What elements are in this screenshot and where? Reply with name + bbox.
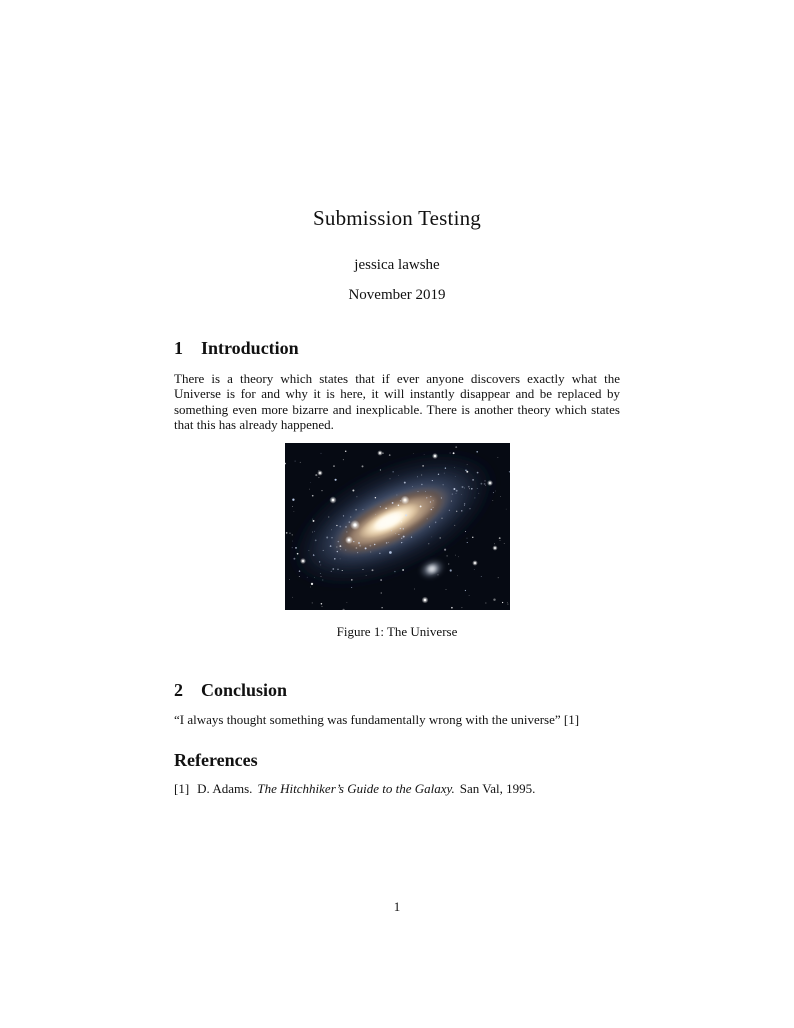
- text-column: [174, 0, 620, 796]
- paper-date: November 2019: [348, 287, 446, 304]
- paper-title: Submission Testing: [312, 206, 482, 230]
- reference-item: [174, 781, 620, 796]
- reference-publisher: San Val, 1995.: [459, 780, 536, 796]
- introduction-paragraph: There is a theory which states that if ever anyone discovers exactly what the Universe is for and why it is here, it will instantly disappear and be replaced by something even more bizarre and inexplicable. There is another theory which states that this has already happened.: [174, 370, 620, 432]
- andromeda-galaxy-photo: [285, 443, 510, 610]
- conclusion-quote: “I always thought something was fundamentally wrong with the universe” [1]: [174, 711, 580, 727]
- section-heading-conclusion: [174, 680, 620, 701]
- references-heading: References: [174, 750, 258, 771]
- figure-caption: Figure 1: The Universe: [336, 624, 458, 640]
- reference-authors: D. Adams.: [197, 780, 253, 796]
- figure-1: [174, 443, 620, 640]
- section-title: Introduction: [201, 338, 299, 359]
- reference-body: [197, 781, 535, 796]
- section-heading-introduction: [174, 338, 620, 359]
- page-number: 1: [393, 899, 401, 914]
- reference-label: [1]: [174, 780, 190, 796]
- section-number: 1: [174, 338, 183, 359]
- reference-title: The Hitchhiker’s Guide to the Galaxy.: [257, 780, 455, 796]
- section-title: Conclusion: [201, 680, 288, 700]
- paper-author: jessica lawshe: [354, 257, 440, 274]
- section-number: 2: [174, 680, 183, 700]
